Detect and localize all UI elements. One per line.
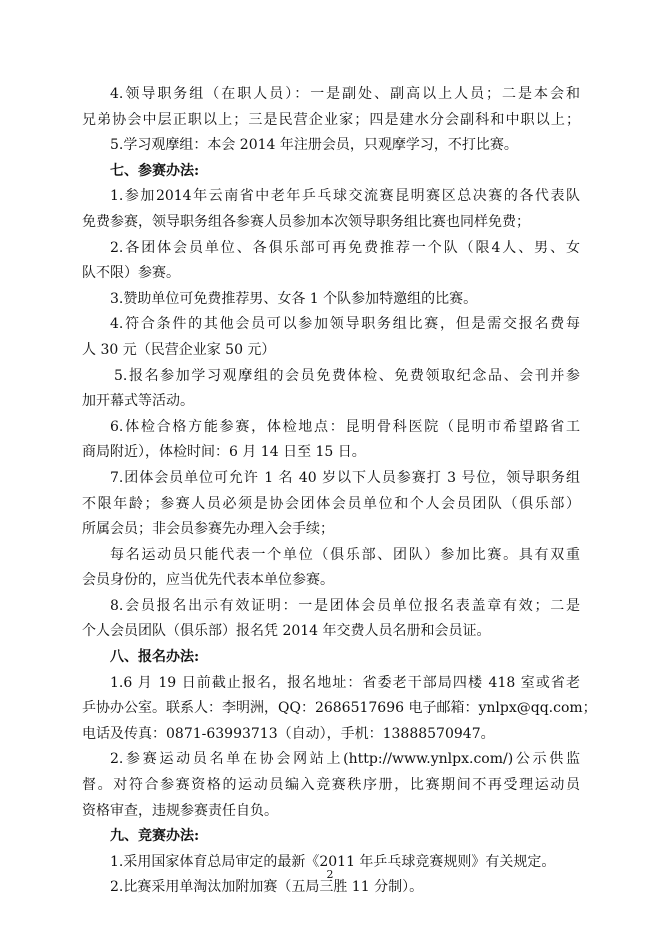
text-line: 个人会员团队（俱乐部）报名凭 2014 年交费人员名册和会员证。: [82, 623, 491, 640]
text-line: 人 30 元（民营企业家 50 元）: [82, 341, 276, 358]
text-line: 2.各团体会员单位、各俱乐部可再免费推荐一个队（限4人、男、女: [110, 239, 580, 256]
text-line: 免费参赛，领导职务组各参赛人员参加本次领导职务组比赛也同样免费；: [82, 213, 530, 230]
section-heading: 九、竞赛办法:: [110, 828, 200, 845]
text-line: 资格审查，违规参赛责任自负。: [82, 802, 278, 819]
text-line: 加开幕式等活动。: [82, 393, 194, 410]
text-line: 队不限）参赛。: [82, 265, 180, 282]
text-line: 兄弟协会中层正职以上；三是民营企业家；四是建水分会副科和中职以上；: [82, 111, 580, 128]
text-line: 4.符合条件的其他会员可以参加领导职务组比赛，但是需交报名费每: [110, 316, 580, 333]
text-line: 乒协办公室。联系人：李明洲，QQ：2686517696 电子邮箱：ynlpx@qq.com；: [82, 700, 597, 717]
section-heading: 八、报名办法:: [110, 649, 200, 666]
text-line: 5.报名参加学习观摩组的会员免费体检、免费领取纪念品、会刊并参: [114, 367, 580, 384]
text-line: 2.比赛采用单淘汰加附加赛（五局三胜 11 分制）。: [110, 879, 424, 896]
text-line: 4.领导职务组（在职人员）：一是副处、副高以上人员；二是本会和: [110, 86, 580, 102]
text-line: 1.采用国家体育总局审定的最新《2011 年乒乓球竞赛规则》有关规定。: [110, 853, 556, 870]
text-line: 督。对符合参赛资格的运动员编入竞赛秩序册，比赛期间不再受理运动员: [82, 777, 580, 794]
text-line: 3.赞助单位可免费推荐男、女各 1 个队参加特邀组的比赛。: [110, 290, 478, 307]
text-line: 电话及传真：0871-63993713（自动），手机：13888570947。: [82, 725, 495, 742]
section-heading: 七、参赛办法:: [110, 162, 200, 179]
text-line: 7.团体会员单位可允许 1 名 40 岁以下人员参赛打 3 号位，领导职务组: [110, 469, 580, 486]
text-line: 5.学习观摩组：本会 2014 年注册会员，只观摩学习，不打比赛。: [110, 137, 518, 154]
text-line: 1.参加2014年云南省中老年乒乓球交流赛昆明赛区总决赛的各代表队: [110, 188, 580, 205]
document-body: [82, 82, 597, 901]
page-number: 2: [326, 868, 334, 881]
text-line: 8.会员报名出示有效证明：一是团体会员单位报名表盖章有效；二是: [110, 597, 580, 614]
text-line: 1.6 月 19 日前截止报名，报名地址：省委老干部局四楼 418 室或省老: [110, 674, 580, 691]
text-line: 2.参赛运动员名单在协会网站上(http://www.ynlpx.com/)公示供监: [110, 751, 580, 768]
text-line: 所属会员；非会员参赛先办理入会手续；: [82, 521, 334, 538]
text-line: 会员身份的，应当优先代表本单位参赛。: [82, 572, 334, 589]
text-line: 6.体检合格方能参赛，体检地点：昆明骨科医院（昆明市希望路省工: [110, 418, 580, 435]
text-line: 不限年龄；参赛人员必须是协会团体会员单位和个人会员团队（俱乐部）: [82, 495, 580, 512]
text-line: 每名运动员只能代表一个单位（俱乐部、团队）参加比赛。具有双重: [110, 546, 580, 563]
text-line: 商局附近），体检时间：6 月 14 日至 15 日。: [82, 444, 366, 461]
